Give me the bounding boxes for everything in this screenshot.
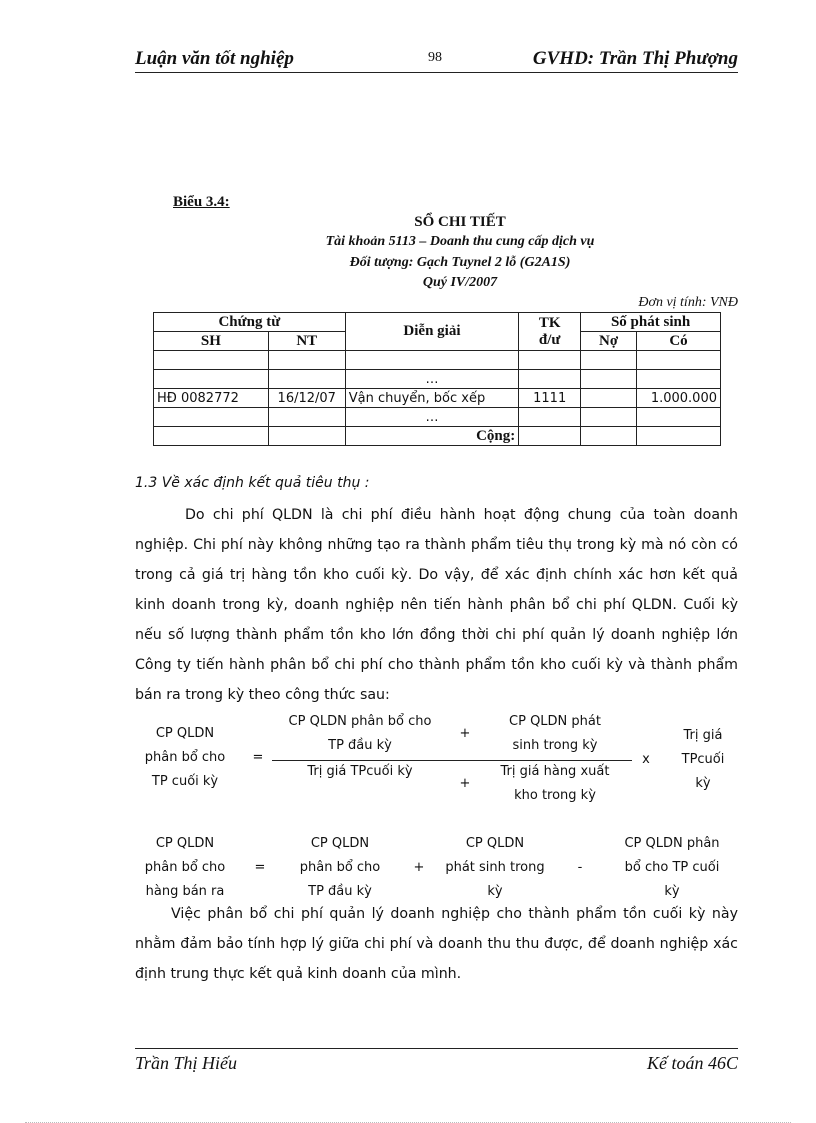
formula1-rhs	[668, 724, 738, 796]
formula2-c-line: bổ cho TP cuối	[624, 860, 720, 875]
formula1-den-b-line: Trị giá hàng xuất	[500, 764, 610, 779]
formula2-a-line: TP đầu kỳ	[308, 884, 372, 899]
header-rule	[135, 72, 738, 73]
table-row-total	[154, 427, 721, 446]
ellipsis-cell: …	[345, 408, 519, 427]
currency-unit: Đơn vị tính: VNĐ	[638, 295, 738, 310]
formula1-num-b-line: sinh trong kỳ	[512, 738, 598, 753]
formula1-num-a-line: CP QLDN phân bổ cho	[288, 714, 432, 729]
formula1-plus-top: +	[459, 726, 471, 741]
formula2-term-b	[440, 832, 550, 904]
ledger-period: Quý IV/2007	[422, 275, 498, 290]
paragraph-1: Do chi phí QLDN là chi phí điều hành hoạt động chung của toàn doanh nghiệp. Chi phí này không những tạo ra thành phẩm tiêu thụ trong kỳ mà nó còn có trong cả giá trị hàng tồn kho cuối kỳ. Do vậy, để xác định chính xác hơn kết quả kinh doanh trong kỳ, doanh nghiệp nên tiến hành phân bổ chi phí QLDN. Cuối kỳ nếu số lượng thành phẩm tồn kho lớn đồng thời chi phí quản lý doanh nghiệp lớn Công ty tiến hành phân bổ chi phí cho thành phẩm tồn kho cuối kỳ và thành phẩm bán ra trong kỳ theo công thức sau:	[135, 507, 738, 703]
header-right-supervisor: GVHD: Trần Thị Phượng	[532, 48, 738, 69]
cell-nt: 16/12/07	[268, 389, 345, 408]
figure-label: Biểu 3.4:	[173, 194, 230, 210]
header-du: đ/ư	[538, 331, 561, 348]
formula2-c-line: CP QLDN phân	[624, 836, 720, 851]
formula2-lhs-line: phân bổ cho	[144, 860, 226, 875]
formula1-lhs-line: CP QLDN	[155, 726, 215, 741]
header-no: Nợ	[581, 332, 637, 351]
formula2-a-line: CP QLDN	[310, 836, 370, 851]
ledger-object: Đối tượng: Gạch Tuynel 2 lỗ (G2A1S)	[349, 255, 571, 270]
table-row	[154, 370, 721, 389]
formula1-plus-bottom: +	[459, 776, 471, 791]
table-row	[154, 389, 721, 408]
header-dien-giai: Diễn giải	[345, 313, 519, 351]
header-co: Có	[637, 332, 721, 351]
formula2-c-line: kỳ	[664, 884, 680, 899]
ledger-title: SỔ CHI TIẾT	[414, 214, 506, 230]
formula2-equals: =	[254, 860, 266, 875]
cell-no	[581, 389, 637, 408]
ledger-account: Tài khoản 5113 – Doanh thu cung cấp dịch vụ	[325, 234, 595, 249]
formula2-lhs-line: hàng bán ra	[145, 884, 225, 899]
formula1-rhs-line: kỳ	[695, 776, 711, 791]
formula1-num-a-line: TP đầu kỳ	[328, 738, 392, 753]
formula1-num-b-line: CP QLDN phát	[509, 714, 601, 729]
formula1-numerator-a	[272, 710, 448, 758]
header-chung-tu: Chứng từ	[154, 313, 346, 332]
formula2-term-c	[612, 832, 732, 904]
paragraph-2: Việc phân bổ chi phí quản lý doanh nghiệp cho thành phẩm tồn cuối kỳ này nhằm đảm bảo tính hợp lý giữa chi phí và doanh thu thu được, để doanh nghiệp xác định trung thực kết quả kinh doanh của mình.	[135, 906, 738, 982]
formula2-b-line: CP QLDN	[465, 836, 525, 851]
ledger-table	[153, 312, 721, 446]
formula2-b-line: phát sinh trong	[445, 860, 545, 875]
formula1-equals: =	[252, 750, 264, 765]
formula1-lhs-line: TP cuối kỳ	[151, 774, 219, 789]
cell-tk: 1111	[519, 389, 581, 408]
formula2-a-line: phân bổ cho	[299, 860, 381, 875]
header-nt: NT	[268, 332, 345, 351]
cell-co: 1.000.000	[637, 389, 721, 408]
formula2-lhs	[130, 832, 240, 904]
formula1-denominator-a: Trị giá TPcuối kỳ	[307, 764, 413, 779]
section-heading: 1.3 Về xác định kết quả tiêu thụ :	[135, 475, 370, 491]
formula1-rhs-line: Trị giá	[683, 728, 723, 743]
formula2-lhs-line: CP QLDN	[155, 836, 215, 851]
formula1-lhs-line: phân bổ cho	[144, 750, 226, 765]
formula2-plus: +	[413, 860, 425, 875]
formula2-b-line: kỳ	[487, 884, 503, 899]
formula1-den-b-line: kho trong kỳ	[514, 788, 596, 803]
footer-rule	[135, 1048, 738, 1049]
header-tk-du	[519, 313, 581, 351]
table-row	[154, 351, 721, 370]
formula2-term-a	[290, 832, 390, 904]
header-left-title: Luận văn tốt nghiệp	[135, 48, 294, 69]
formula1-lhs	[130, 722, 240, 794]
footer-author: Trần Thị Hiếu	[135, 1053, 238, 1073]
header-so-phat-sinh: Số phát sinh	[581, 313, 721, 332]
table-row	[154, 408, 721, 427]
header-sh: SH	[154, 332, 269, 351]
header-tk: TK	[538, 314, 561, 331]
cell-dien-giai: Vận chuyển, bốc xếp	[345, 389, 519, 408]
formula1-denominator-b	[480, 760, 630, 808]
formula2-minus: -	[577, 860, 583, 875]
total-label: Cộng:	[345, 427, 519, 446]
formula1-rhs-line: TPcuối	[681, 752, 725, 767]
formula1-times: x	[642, 752, 650, 767]
ellipsis-cell: …	[345, 370, 519, 389]
page-number: 98	[428, 50, 442, 65]
footer-class: Kế toán 46C	[646, 1053, 738, 1073]
cell-sh: HĐ 0082772	[154, 389, 269, 408]
formula1-numerator-b	[480, 710, 630, 758]
